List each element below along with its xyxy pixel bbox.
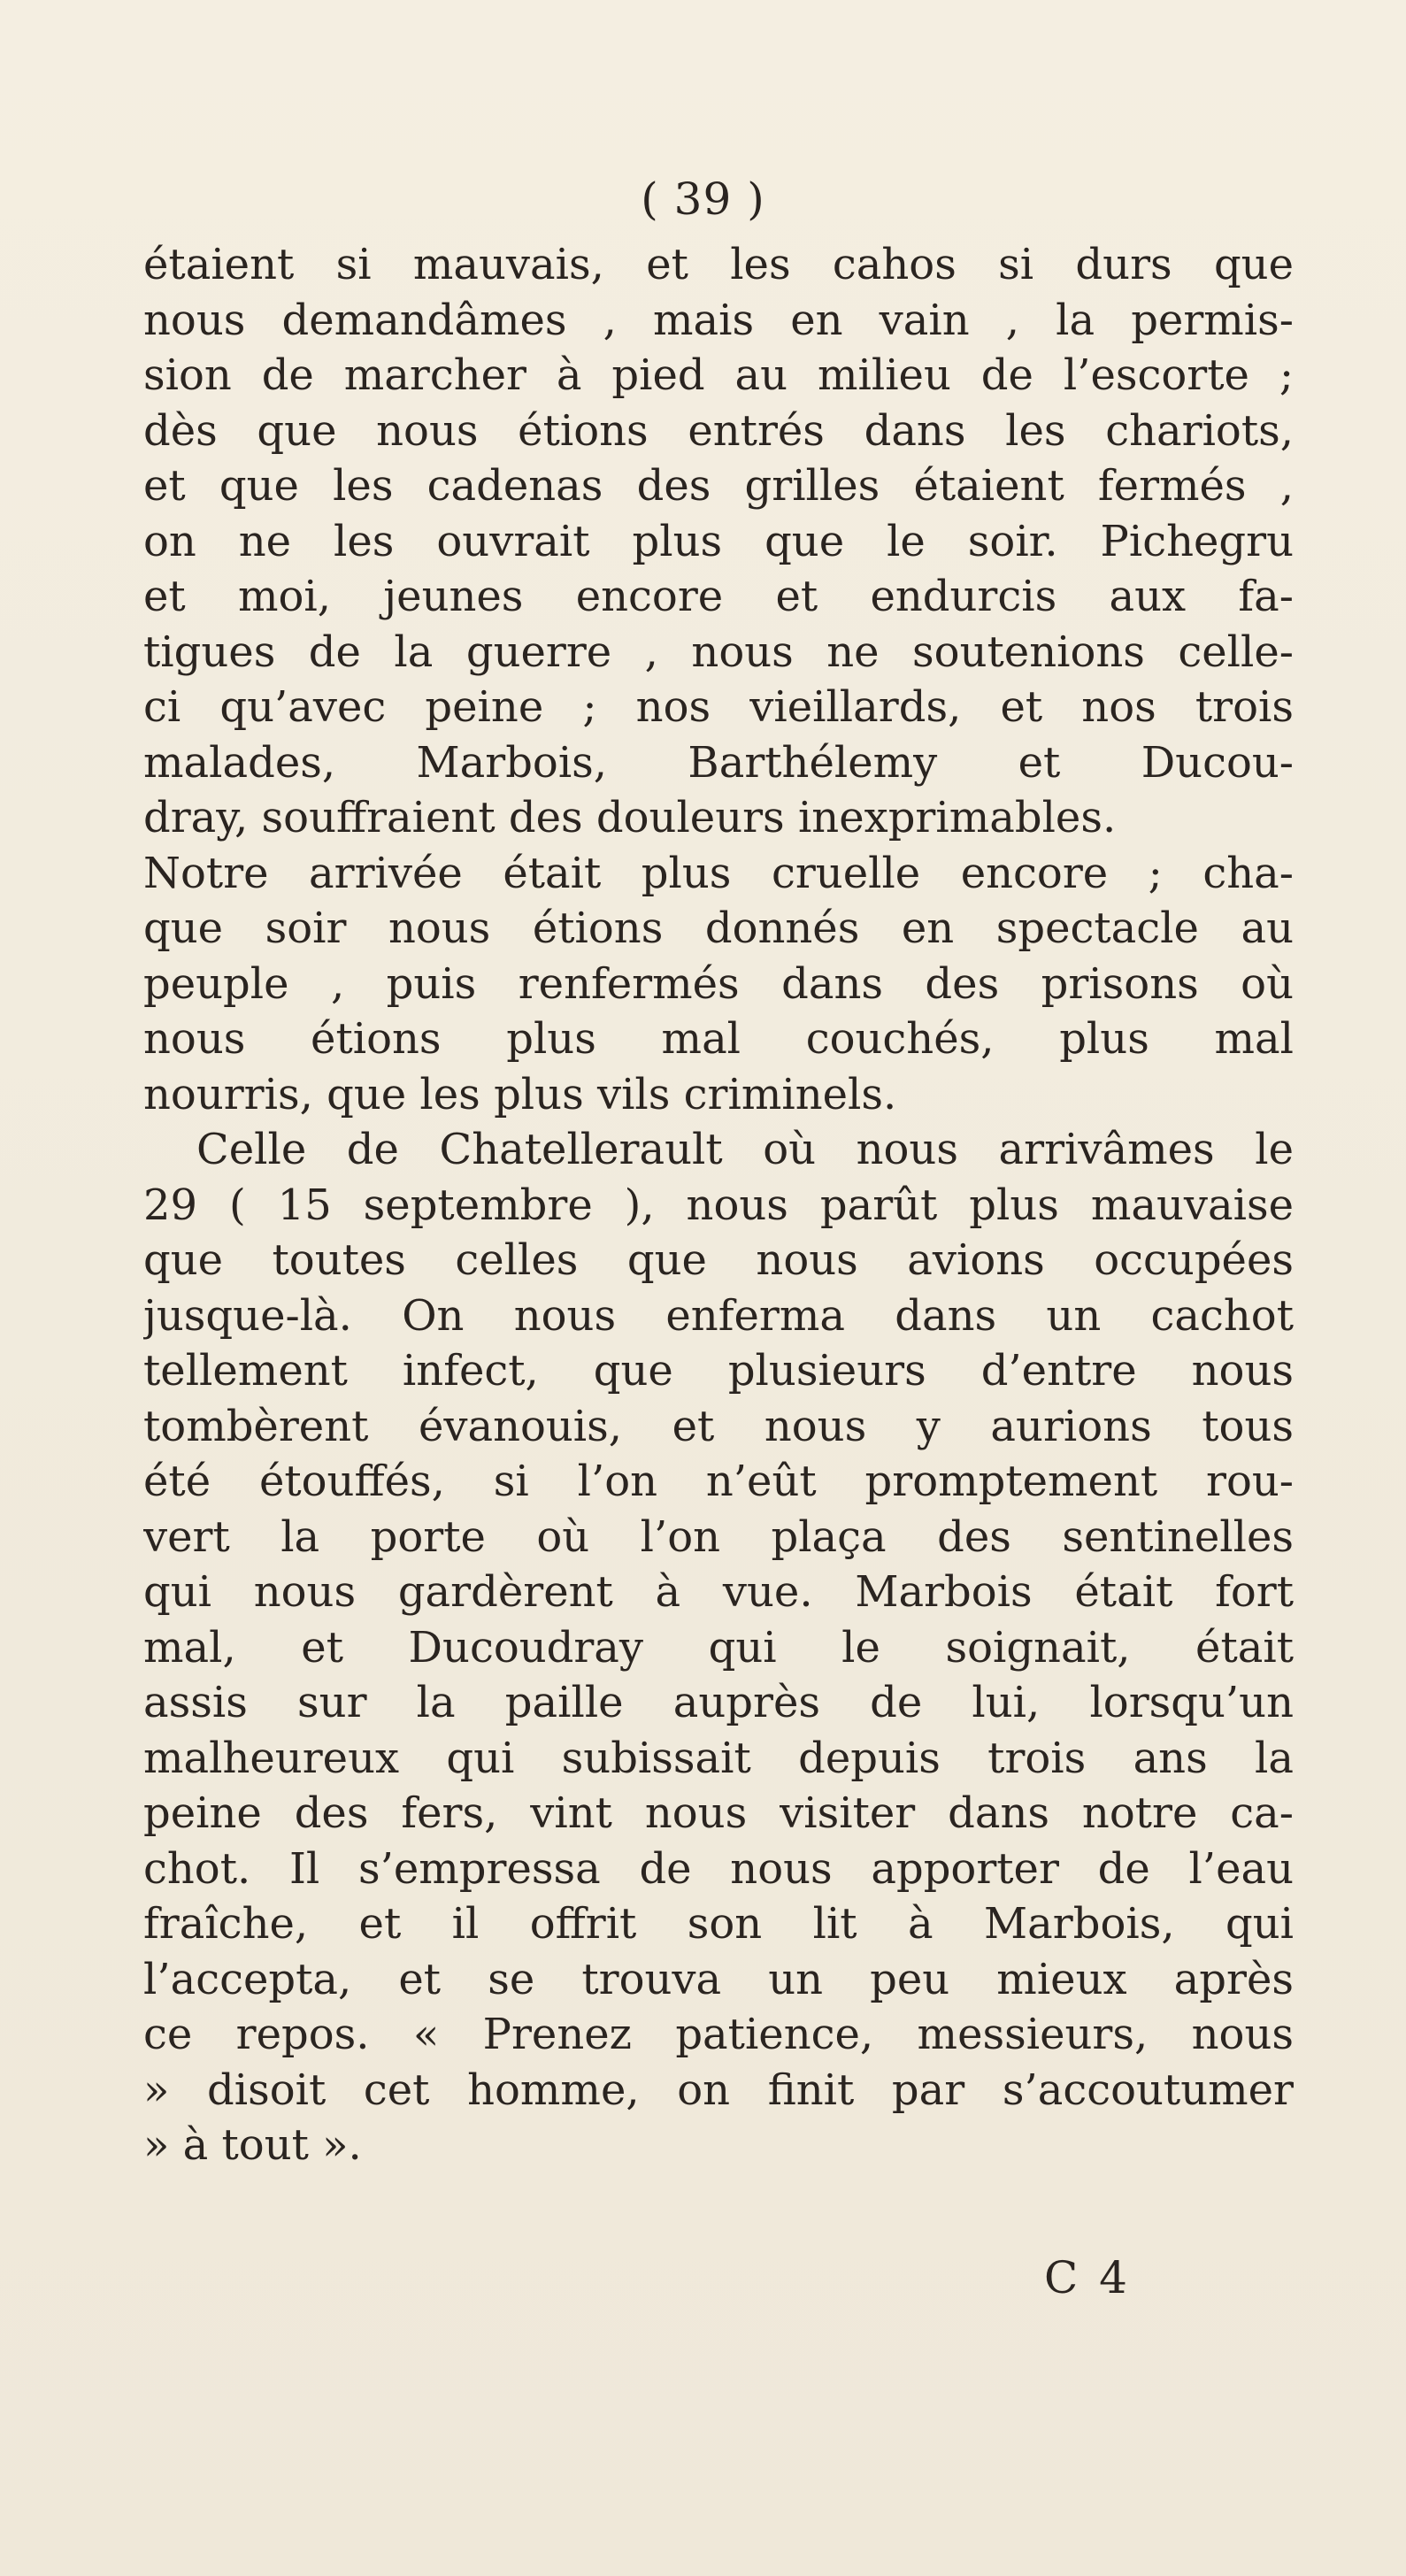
text-line: » à tout ». [143, 2120, 362, 2170]
text-line: vert la porte où l’on plaça des sentinelles [143, 1511, 1294, 1562]
text-line: qui nous gardèrent à vue. Marbois était fort [143, 1567, 1294, 1617]
text-line: tombèrent évanouis, et nous y aurions tous [143, 1401, 1294, 1451]
text-line: nourris, que les plus vils criminels. [143, 1069, 897, 1119]
text-line: et moi, jeunes encore et endurcis aux fa- [143, 572, 1294, 621]
text-line: jusque-là. On nous enferma dans un cachot [143, 1290, 1294, 1341]
text-line: assis sur la paille auprès de lui, lorsqu’un [143, 1678, 1294, 1727]
text-line: ci qu’avec peine ; nos vieillards, et nos trois [143, 682, 1294, 732]
text-line: nous étions plus mal couchés, plus mal [143, 1014, 1294, 1064]
text-line: 29 ( 15 septembre ), nous parût plus mauvaise [143, 1180, 1294, 1230]
text-line: » disoit cet homme, on finit par s’accoutumer [143, 2065, 1294, 2115]
text-line: sion de marcher à pied au milieu de l’escorte ; [143, 350, 1294, 400]
text-line: fraîche, et il offrit son lit à Marbois, qui [143, 1899, 1294, 1949]
text-line: tigues de la guerre , nous ne soutenions celle- [143, 627, 1294, 677]
text-line: et que les cadenas des grilles étaient fermés , [143, 461, 1294, 511]
text-line: Notre arrivée était plus cruelle encore ; cha- [143, 848, 1294, 898]
text-line: peine des fers, vint nous visiter dans notre ca- [143, 1788, 1294, 1838]
text-line: été étouffés, si l’on n’eût promptement rou- [143, 1457, 1294, 1506]
text-line: dray, souffraient des douleurs inexprimables. [143, 793, 1117, 842]
text-line: peuple , puis renfermés dans des prisons où [143, 958, 1294, 1009]
text-line: dès que nous étions entrés dans les chariots, [143, 405, 1294, 456]
text-line: étaient si mauvais, et les cahos si durs que [143, 240, 1294, 289]
text-line: tellement infect, que plusieurs d’entre nous [143, 1346, 1294, 1396]
signature-mark: C 4 [1044, 2252, 1131, 2303]
text-line: malades, Marbois, Barthélemy et Ducou- [143, 737, 1294, 788]
text-line: on ne les ouvrait plus que le soir. Pichegru [143, 516, 1294, 566]
text-line: que soir nous étions donnés en spectacle au [143, 904, 1294, 953]
text-line: mal, et Ducoudray qui le soignait, était [143, 1622, 1294, 1672]
text-line: chot. Il s’empressa de nous apporter de l’eau [143, 1843, 1294, 1894]
text-line: l’accepta, et se trouva un peu mieux après [143, 1954, 1294, 2004]
text-line: nous demandâmes , mais en vain , la permis- [143, 295, 1294, 345]
body-text [143, 237, 1294, 2173]
text-line: Celle de Chatellerault où nous arrivâmes le [196, 1125, 1294, 1174]
text-line: malheureux qui subissait depuis trois ans la [143, 1733, 1294, 1783]
text-line: ce repos. « Prenez patience, messieurs, nous [143, 2010, 1294, 2059]
page-number: ( 39 ) [641, 173, 765, 225]
text-line: que toutes celles que nous avions occupées [143, 1235, 1294, 1285]
